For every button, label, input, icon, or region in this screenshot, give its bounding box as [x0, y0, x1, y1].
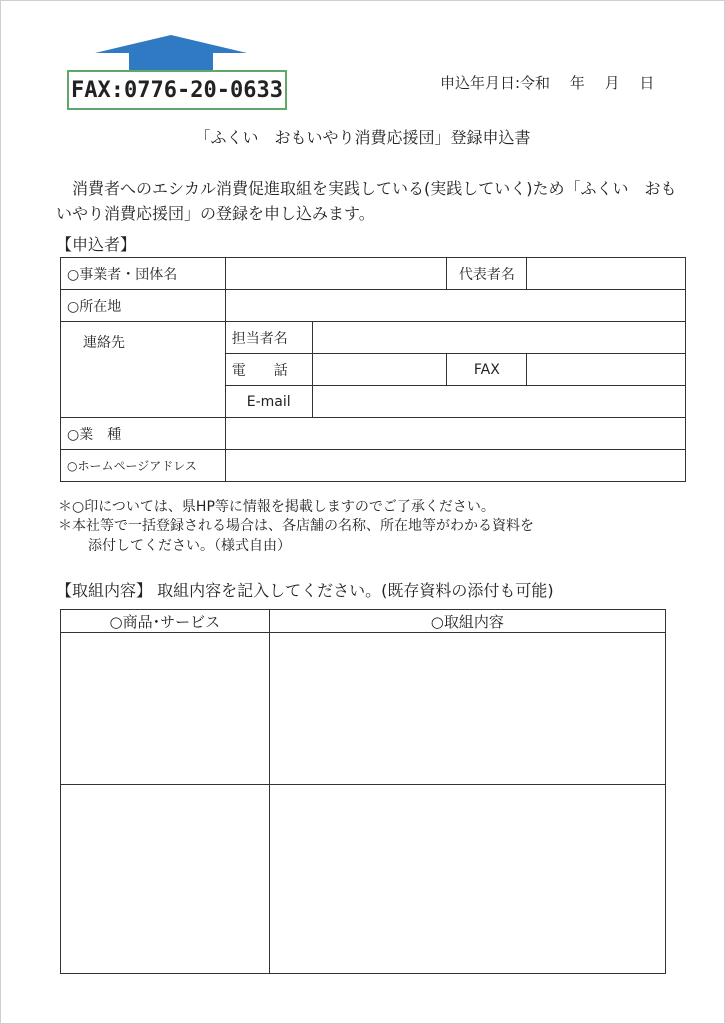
email-label: E-mail: [225, 386, 312, 418]
page-title: 「ふくい おもいやり消費応援団」登録申込書: [194, 128, 531, 147]
phone-field[interactable]: [312, 354, 447, 386]
product-field-1[interactable]: [61, 633, 270, 785]
applicant-table: [60, 257, 686, 482]
product-field-2[interactable]: [61, 785, 270, 974]
phone-label: 電 話: [225, 354, 312, 386]
fax-arrow-icon: [95, 35, 247, 73]
homepage-label: ○ホームページアドレス: [61, 450, 226, 482]
address-field[interactable]: [225, 290, 685, 322]
address-label: ○所在地: [61, 290, 226, 322]
application-date: 申込年月日:令和 年 月 日: [440, 74, 655, 92]
activities-heading: 【取組内容】 取組内容を記入してください。(既存資料の添付も可能): [56, 581, 554, 600]
fax-number-box: [67, 70, 287, 110]
intro-body: 消費者へのエシカル消費促進取組を実践している(実践していく)ため「ふくい おもいやり消費応援団」の登録を申し込みます。: [56, 179, 677, 223]
note-line-1: ＊○印については、県HP等に情報を掲載しますのでご了承ください。: [58, 499, 495, 515]
intro-text: [56, 176, 686, 226]
fax-number: FAX:0776-20-0633: [71, 77, 283, 103]
applicant-heading: 【申込者】: [56, 235, 137, 254]
fax-field[interactable]: [527, 354, 686, 386]
representative-label: 代表者名: [447, 258, 527, 290]
industry-label: ○業 種: [61, 418, 226, 450]
business-name-label: ○事業者・団体名: [61, 258, 226, 290]
person-in-charge-field[interactable]: [312, 322, 685, 354]
industry-field[interactable]: [225, 418, 685, 450]
fax-label: FAX: [447, 354, 527, 386]
homepage-field[interactable]: [225, 450, 685, 482]
representative-field[interactable]: [527, 258, 686, 290]
person-in-charge-label: 担当者名: [225, 322, 312, 354]
business-name-field[interactable]: [225, 258, 447, 290]
activities-table: [60, 609, 666, 974]
content-field-1[interactable]: [269, 633, 665, 785]
note-line-3: 添付してください。（様式自由）: [88, 538, 291, 554]
email-field[interactable]: [312, 386, 685, 418]
note-line-2: ＊本社等で一括登録される場合は、各店舗の名称、所在地等がわかる資料を: [58, 518, 534, 534]
content-field-2[interactable]: [269, 785, 665, 974]
col-product-header: ○商品･サービス: [61, 610, 270, 633]
contact-label: 連絡先: [61, 322, 226, 418]
col-content-header: ○取組内容: [269, 610, 665, 633]
